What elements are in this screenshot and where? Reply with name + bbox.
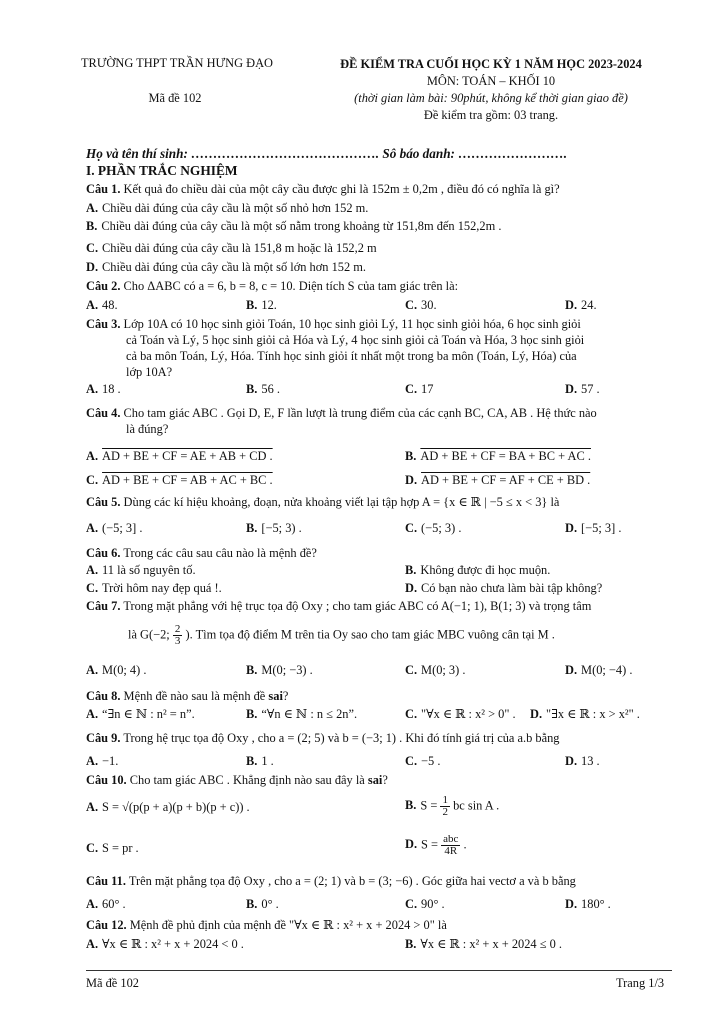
q6-option-a[interactable]: A. 11 là số nguyên tố.	[86, 563, 196, 577]
footer-page-number: Trang 1/3	[616, 976, 665, 990]
q2-option-c[interactable]: C. 30.	[405, 298, 437, 312]
q4-option-a[interactable]: A. AD + BE + CF = AE + AB + CD .	[86, 449, 273, 463]
q5-option-c[interactable]: C. (−5; 3) .	[405, 521, 462, 535]
q8-option-d[interactable]: D. "∃x ∈ ℝ : x > x²" .	[530, 707, 640, 721]
q3-option-c[interactable]: C. 17	[405, 382, 434, 396]
q5-option-a[interactable]: A. (−5; 3] .	[86, 521, 143, 535]
exam-title: ĐỀ KIỂM TRA CUỐI HỌC KỲ 1 NĂM HỌC 2023-2024	[340, 57, 642, 71]
school-name: TRƯỜNG THPT TRẦN HƯNG ĐẠO	[80, 56, 274, 70]
q10-option-a[interactable]: A. S = √(p(p + a)(p + b)(p + c)) .	[86, 800, 250, 814]
q1-option-b[interactable]: B. Chiều dài đúng của cây cầu là một số nằm trong khoảng từ 151,8m đến 152,2m .	[86, 219, 502, 233]
q1-option-d[interactable]: D. Chiều dài đúng của cây cầu là một số lớn hơn 152 m.	[86, 260, 367, 274]
q11-option-d[interactable]: D. 180° .	[565, 897, 611, 911]
q3-option-d[interactable]: D. 57 .	[565, 382, 600, 396]
question-7-line2: là G(−2; $\frac{2}{3}$ ). Tìm tọa độ điểm M trên tia Oy sao cho tam giác MBC vuông cân tại M .	[128, 623, 555, 647]
q11-option-b[interactable]: B. 0° .	[246, 897, 279, 911]
q1-option-c[interactable]: C. Chiều dài đúng của cây cầu là 151,8 m hoặc là 152,2 m	[86, 241, 377, 255]
q4-option-d[interactable]: D. AD + BE + CF = AF + CE + BD .	[405, 473, 591, 487]
question-2: Câu 2. Cho ΔABC có a = 6, b = 8, c = 10. Diện tích S của tam giác trên là:	[86, 279, 459, 293]
q2-option-d[interactable]: D. 24.	[565, 298, 597, 312]
question-9: Câu 9. Trong hệ trục tọa độ Oxy , cho a = (2; 5) và b = (−3; 1) . Khi đó tính giá trị của a.b bằng	[86, 731, 560, 745]
question-3: Câu 3. Lớp 10A có 10 học sinh giỏi Toán, 10 học sinh giỏi Lý, 11 học sinh giỏi hóa, 6 học sinh giỏi cả Toán và Lý, 5 học sinh giỏi cả Hóa và Lý, 4 học sinh giỏi cả Toán và Hóa, 3 học sinh giỏi cả ba môn Toán, Lý, Hóa. Tính học sinh giỏi ít nhất một trong ba môn (Toán, Lý, Hóa) của lớp 10A?	[86, 317, 585, 379]
exam-pages-note: Đề kiểm tra gồm: 03 trang.	[423, 108, 559, 122]
q4-option-c[interactable]: C. AD + BE + CF = AB + AC + BC .	[86, 473, 273, 487]
exam-subject: MÔN: TOÁN – KHỐI 10	[426, 74, 556, 88]
q12-option-b[interactable]: B. ∀x ∈ ℝ : x² + x + 2024 ≤ 0 .	[405, 937, 562, 951]
question-1	[86, 181, 676, 197]
q5-option-d[interactable]: D. [−5; 3] .	[565, 521, 622, 535]
q7-option-b[interactable]: B. M(0; −3) .	[246, 663, 313, 677]
q10-option-b[interactable]: B. S = $\frac{1}{2}$ bc sin A .	[405, 794, 500, 818]
q10-option-d[interactable]: D. S = $\frac{\text{abc}}{4R}$ .	[405, 833, 467, 857]
q11-option-a[interactable]: A. 60° .	[86, 897, 126, 911]
student-info-line: Họ và tên thí sinh: ……………………………………. Sô báo danh: …………………….	[86, 146, 568, 161]
question-label: Câu 1.	[86, 182, 121, 196]
q10-option-c[interactable]: C. S = pr .	[86, 841, 139, 855]
fraction: $\frac{2}{3}$	[174, 623, 181, 647]
q3-option-b[interactable]: B. 56 .	[246, 382, 280, 396]
q9-option-a[interactable]: A. −1.	[86, 754, 119, 768]
q7-option-c[interactable]: C. M(0; 3) .	[405, 663, 466, 677]
q11-option-c[interactable]: C. 90° .	[405, 897, 445, 911]
exam-header	[296, 56, 686, 124]
q2-option-b[interactable]: B. 12.	[246, 298, 277, 312]
q9-option-c[interactable]: C. −5 .	[405, 754, 441, 768]
q8-option-b[interactable]: B. “∀n ∈ ℕ : n ≤ 2n”.	[246, 707, 358, 721]
q6-option-c[interactable]: C. Trời hôm nay đẹp quá !.	[86, 581, 222, 595]
question-10: Câu 10. Cho tam giác ABC . Khẳng định nào sau đây là sai?	[86, 773, 388, 787]
q6-option-d[interactable]: D. Có bạn nào chưa làm bài tập không?	[405, 581, 603, 595]
q4-option-b[interactable]: B. AD + BE + CF = BA + BC + AC .	[405, 449, 591, 463]
question-11: Câu 11. Trên mặt phẳng tọa độ Oxy , cho a = (2; 1) và b = (3; −6) . Góc giữa hai vectơ a và b bằng	[86, 874, 576, 888]
q1-option-a[interactable]: A. Chiều dài đúng của cây cầu là một số nhỏ hơn 152 m.	[86, 201, 369, 215]
question-text: Kết quả đo chiều dài của một cây cầu được ghi là 152m ± 0,2m , điều đó có nghĩa là gì?	[123, 182, 560, 196]
exam-code: Mã đề 102	[148, 91, 202, 105]
footer-divider	[86, 970, 672, 971]
q12-option-a[interactable]: A. ∀x ∈ ℝ : x² + x + 2024 < 0 .	[86, 937, 244, 951]
q3-option-a[interactable]: A. 18 .	[86, 382, 121, 396]
question-6: Câu 6. Trong các câu sau câu nào là mệnh đề?	[86, 546, 317, 560]
q8-option-a[interactable]: A. “∃n ∈ ℕ : n² = n”.	[86, 707, 195, 721]
exam-time-note: (thời gian làm bài: 90phút, không kể thời gian giao đề)	[354, 91, 628, 105]
q2-option-a[interactable]: A. 48.	[86, 298, 118, 312]
q7-option-d[interactable]: D. M(0; −4) .	[565, 663, 633, 677]
question-12: Câu 12. Mệnh đề phủ định của mệnh đề "∀x ∈ ℝ : x² + x + 2024 > 0" là	[86, 918, 447, 932]
question-4: Câu 4. Cho tam giác ABC . Gọi D, E, F lần lượt là trung điểm của các cạnh BC, CA, AB . Hệ thức nào là đúng?	[86, 406, 597, 436]
q7-option-a[interactable]: A. M(0; 4) .	[86, 663, 147, 677]
footer-exam-code: Mã đề 102	[86, 976, 139, 990]
question-5: Câu 5. Dùng các kí hiệu khoảng, đoạn, nửa khoảng viết lại tập hợp A = {x ∈ ℝ | −5 ≤ x < 3} là	[86, 495, 560, 509]
question-7: Câu 7. Trong mặt phẳng với hệ trục tọa độ Oxy ; cho tam giác ABC có A(−1; 1), B(1; 3) và trọng tâm	[86, 599, 592, 613]
q9-option-b[interactable]: B. 1 .	[246, 754, 274, 768]
q8-option-c[interactable]: C. "∀x ∈ ℝ : x² > 0" .	[405, 707, 516, 721]
q6-option-b[interactable]: B. Không được đi học muộn.	[405, 563, 551, 577]
section-title: I. PHẦN TRẮC NGHIỆM	[86, 163, 238, 178]
q5-option-b[interactable]: B. [−5; 3) .	[246, 521, 302, 535]
question-8: Câu 8. Mệnh đề nào sau là mệnh đề sai?	[86, 689, 289, 703]
q9-option-d[interactable]: D. 13 .	[565, 754, 600, 768]
